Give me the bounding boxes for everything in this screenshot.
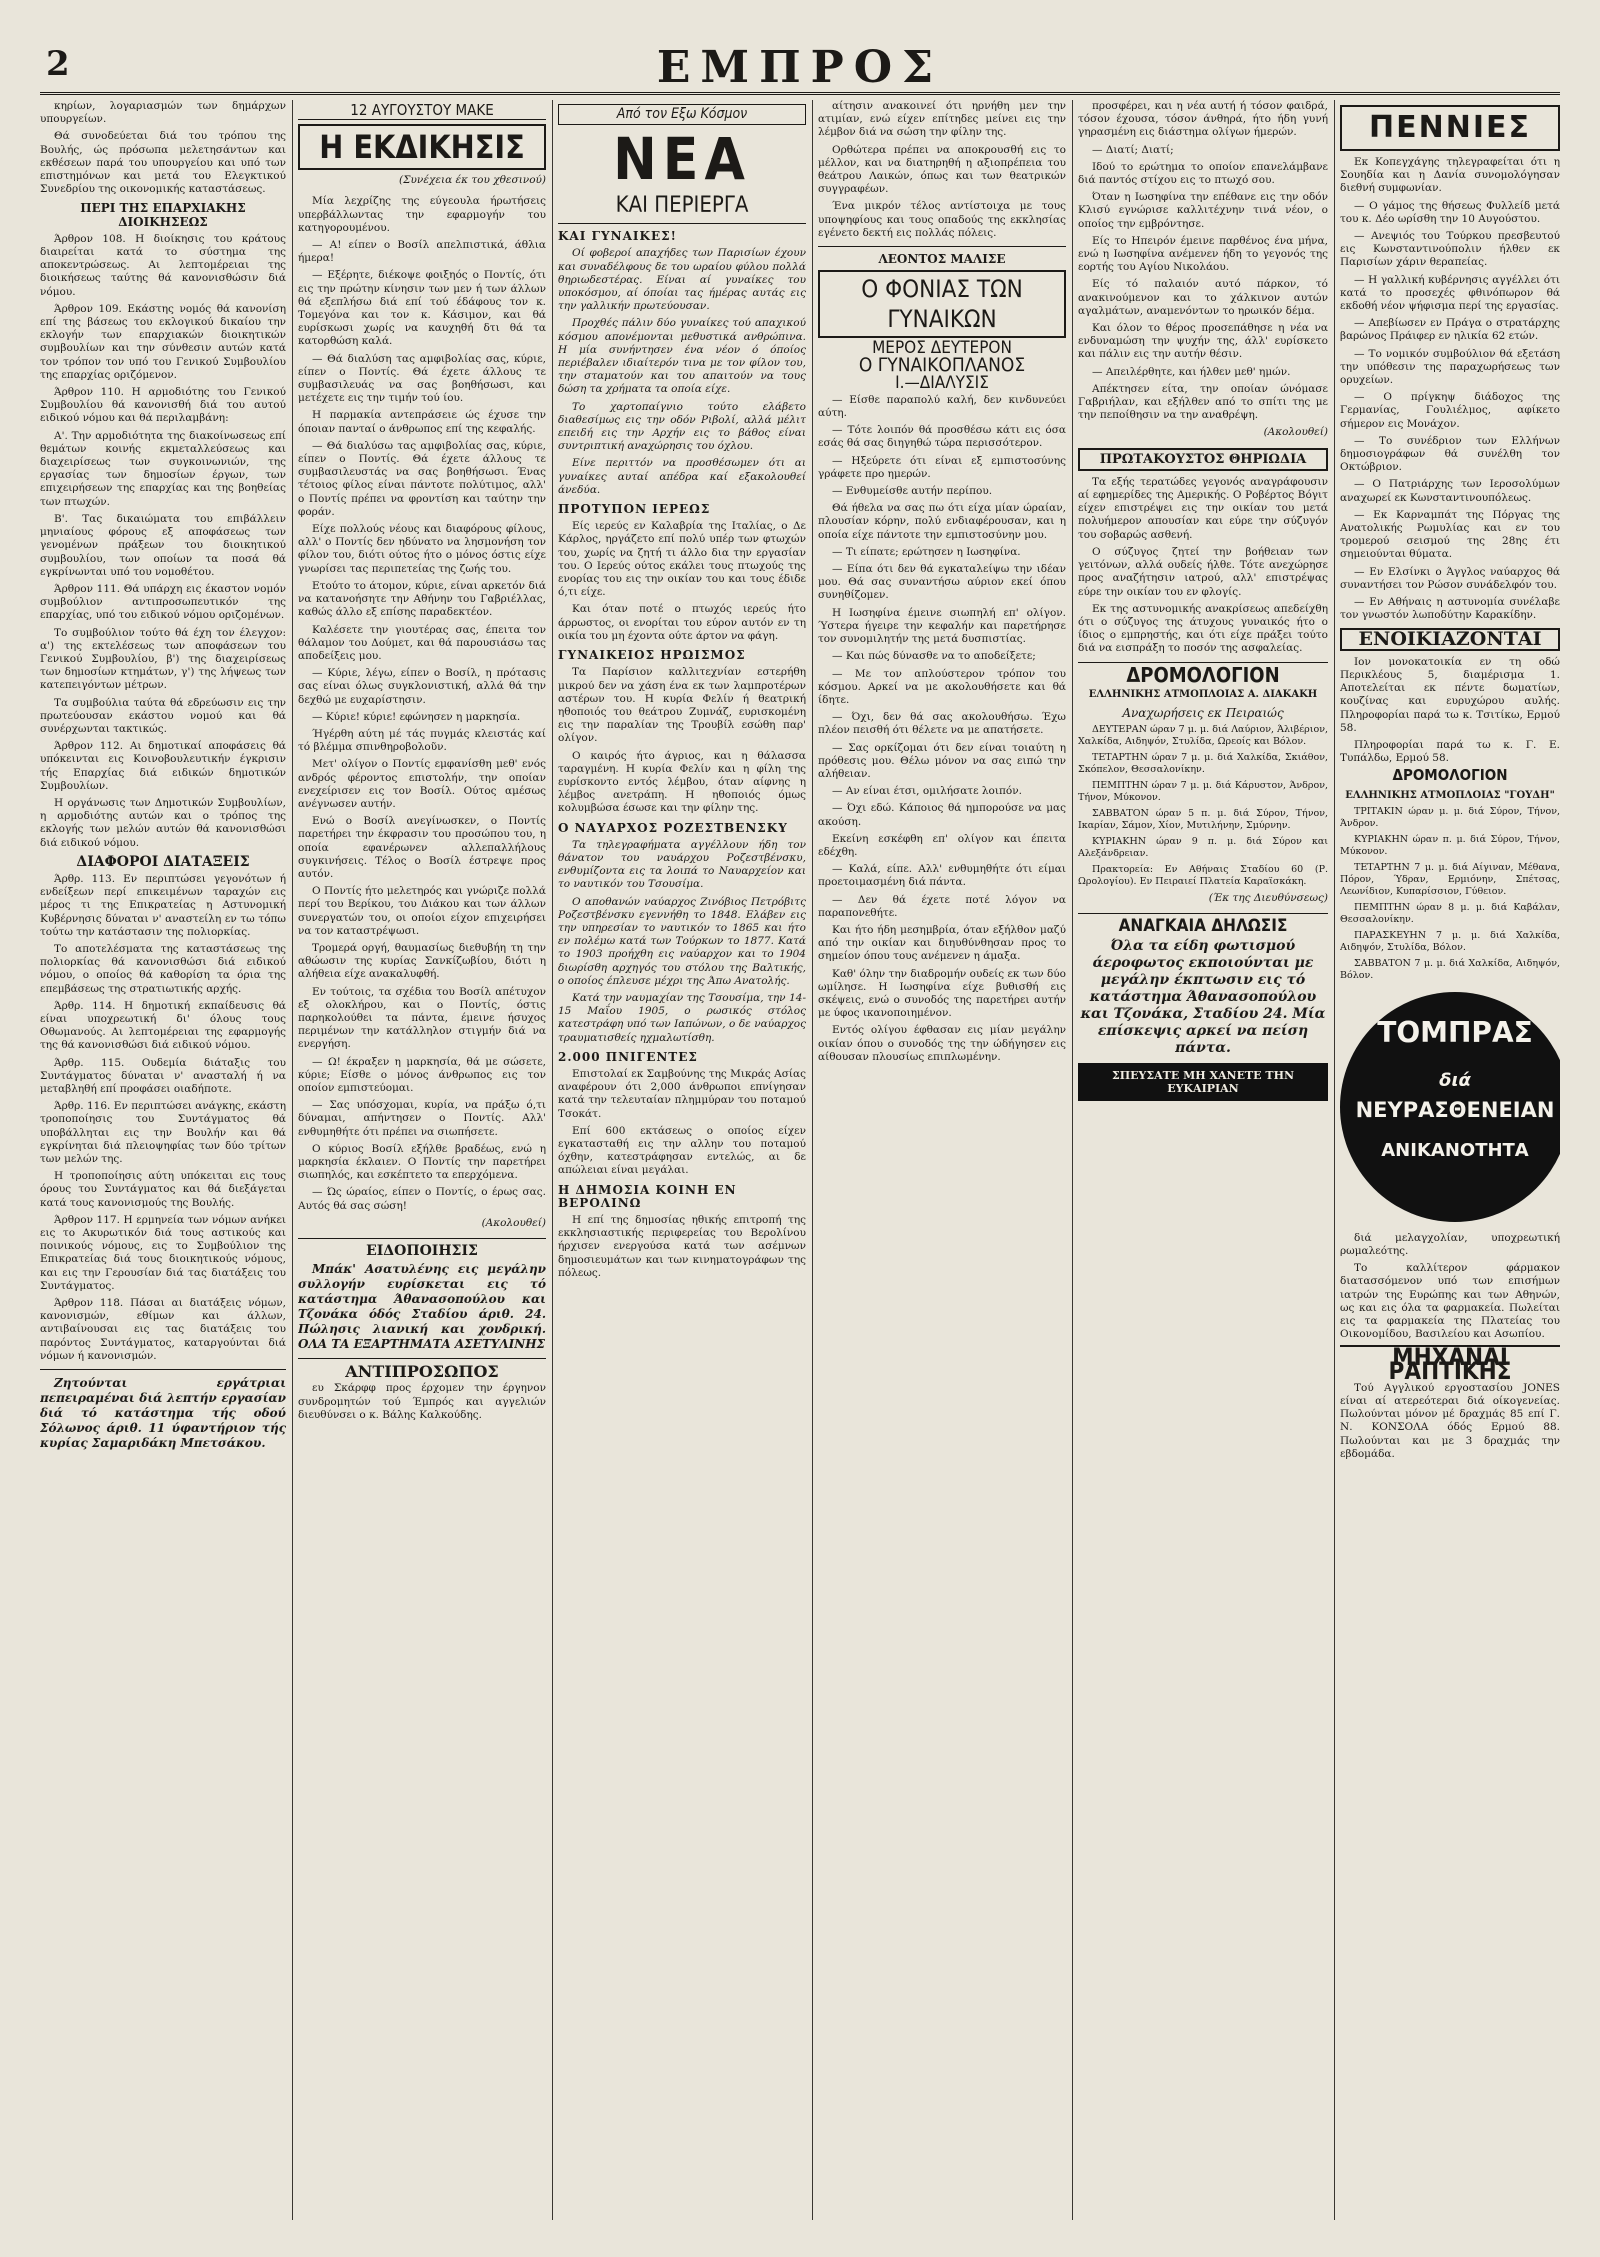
schedule-line: ΔΕΥΤΕΡΑΝ ώραν 7 μ. μ. διά Λαύριον, Άλιβέριον, Χαλκίδα, Αιδηψόν, Στυλίδα, Ωρεοίς και Βόλον.	[1078, 724, 1328, 748]
schedule-line: ΣΑΒΒΑΤΟΝ ώραν 5 π. μ. διά Σύρον, Τήνον, Ικαρίαν, Σάμον, Χίον, Μυτιλήνην, Σμύρνην.	[1078, 808, 1328, 832]
story-paragraph: Ήγέρθη αύτη μέ τάς πυγμάς κλειστάς καί τό βλέμμα σπινθηροβολοῦν.	[298, 727, 546, 754]
story-paragraph: — Ενθυμείσθε αυτήν περίπου.	[832, 485, 993, 498]
story-paragraph: προσφέρει, και η νέα αυτή ή τόσον φαιδρά, τόσον έχουσα, τόσον άνθηρά, ήτο ήδη γυνή γηρασμένη εις διάστημα ολίγων ήμερών.	[1078, 100, 1328, 139]
story-paragraph: — Ηξεύρετε ότι είναι εξ εμπιστοσύνης γράφετε προ ημερών.	[818, 454, 1066, 480]
story-paragraph: — Εξέρητε, διέκοψε φοιξηός ο Ποντίς, ότι εις την πρώτην κίνησιν των μεν ή των άλλων θά εξεπλήσω διά επί τού έδάφους τον κ. Τομεγόνα και τον κ. Κάσιμον, και θά ευρίσκωσι χωρίς να καυχηθή δτι θά τα κατορθώση καλά.	[298, 269, 546, 348]
item-paragraph: Ο καιρός ήτο άγριος, και η θάλασσα ταραγμένη. Η κυρία Φελίν και η φίλη της ευρίσκοντο εντός λέμβου, όταν αίφνης η λέμβος ανετράπη. Η ηθοποιός όμως κολυμβώσα έσωσε και την φίλην της.	[558, 749, 806, 815]
article-paragraph: Θά συνοδεύεται διά του τρόπου της Βουλής, ώς πρόσωπα μελετησάντων και εκθέσεων παρά του υπουργείου και υπό των επιστημόνων και μετά του Ελεγκτικού Συνεδρίου της οικονομικής καταστάσεως.	[40, 130, 286, 196]
story-paragraph: Ενώ ο Βοσίλ ανεγίνωσκεν, ο Ποντίς παρετήρει την έκφρασιν του προσώπου του, η οποία εφανέρωνεν αλλεπαλλήλους συγκινήσεις. Τέλος ο Βοσίλ έστρεψε προς αυτόν.	[298, 815, 546, 880]
story-paragraph: — Και πώς δύνασθε να το αποδείξετε;	[832, 650, 1036, 663]
item-heading: Ο ΝΑΥΑΡΧΟΣ ΡΟΖΕΣΤΒΕΝΣΚΥ	[558, 820, 788, 835]
story-paragraph: Μετ' ολίγον ο Ποντίς εμφανίσθη μεθ' ενός ανδρός φέροντος επιστολήν, την οποίαν ενεχείρισεν εις τον Βοσίλ. Ούτος αμέσως ανέγνωσεν αυτήν.	[298, 758, 546, 810]
item-paragraph: Κατά την ναυμαχίαν της Τσουσίμα, την 14-15 Μαΐου 1905, ο ρωσικός στόλος κατεστράφη υπό των Ιαπώνων, ο δε ναύαρχος τραυματισθείς ηχμαλωτίσθη.	[558, 991, 806, 1044]
ad-word: διά	[1439, 1069, 1471, 1091]
schedule-heading: ΔΡΟΜΟΛΟΓΙΟΝ	[1126, 662, 1280, 687]
article-paragraph: Άρθρον 111. Θά υπάρχη εις έκαστον νομόν συμβούλιον αντιπροσωπευτικόν της επαρχίας, υπό του ειδικού νόμου οριζομένων.	[40, 582, 286, 622]
schedule-line: ΚΥΡΙΑΚΗΝ ώραν π. μ. διά Σύρον, Τήνον, Μύκονον.	[1340, 833, 1560, 857]
item-paragraph: Τα Παρίσιον καλλιτεχνίαν εστερήθη μικρού δεν να χάση ένα εκ των λαμπροτέρων αστέρων του. Η κυρία Φελίν ή θεατρική ηθοποιός του θεάτρου Ζυμνάζ, ευρισκομένη εις την παραλίαν της Τρουβίλ εσώθη παρ' ολίγον.	[558, 666, 806, 745]
item-heading: ΠΡΟΤΥΠΟΝ ΙΕΡΕΩΣ	[558, 502, 711, 517]
schedule-office: Πρακτορεία: Εν Αθήναις Σταδίου 60 (Ρ. Ωρολογίου). Εν Πειραιεί Πλατεία Καραϊσκάκη.	[1078, 864, 1328, 888]
serial-title: Ο ΦΟΝΙΑΣ ΤΩΝ ΓΥΝΑΙΚΩΝ	[818, 270, 1066, 338]
news-paragraph: Ο σύζυγος ζητεί την βοήθειαν των γειτόνων, αλλά ουδείς ήλθε. Τότε ανεχώρησε προς αναζήτησιν ιατρού, αλλ' επιστρέψας εύρε την οικίαν του εν φλογίς.	[1078, 545, 1328, 598]
brief-news-item: — Η γαλλική κυβέρνησις αγγέλλει ότι κατά το προσεχές φθινόπωρον θά εκδοθή νέον ψήφισμα περί της εργασίας.	[1340, 273, 1560, 313]
story-paragraph: Καλέσετε την γιουτέρας σας, έπειτα τον θάλαμον του Δούμετ, και θά παρουσιάσω τας αποδείξεις μου.	[298, 623, 546, 662]
article-paragraph: Άρθρ. 116. Εν περιπτώσει ανάγκης, εκάστη τροποποίησις του Συντάγματος θά υποβάλληται εις την Βουλήν και θά εγκρίνηται διά πλειοψηφίας των δύο τρίτων των μελών της.	[40, 1100, 286, 1166]
story-paragraph: — Σας ορκίζομαι ότι δεν είναι τοιαύτη η πρόθεσις μου. Θέλω μόνον να σας ειπώ την αλήθειαν.	[818, 741, 1066, 780]
schedule-line: ΠΕΜΠΤΗΝ ώραν 7 μ. μ. διά Κάρυστον, Άνδρον, Τήνον, Μύκονον.	[1078, 780, 1328, 804]
brief-news-item: — Ο πρίγκηψ διάδοχος της Γερμανίας, Γουλιέλμος, αφίκετο σήμερον εις Μονάχον.	[1340, 391, 1560, 430]
column-news	[558, 100, 806, 2220]
article-paragraph: Το συμβούλιον τούτο θά έχη τον έλεγχον: α') της εκτελέσεως των αποφάσεων του Γενικού Συμβουλίου, β') της διαχειρίσεως των δημοσίων κτημάτων, γ') της λήψεως των κατεπειγόντων μέτρων.	[40, 626, 286, 692]
story-paragraph: — Όχι εδώ. Κάποιος θά ημπορούσε να μας ακούση.	[818, 802, 1066, 828]
ad-slogan: ΣΠΕΥΣΑΤΕ ΜΗ ΧΑΝΕΤΕ ΤΗΝ ΕΥΚΑΙΡΙΑΝ	[1078, 1063, 1328, 1101]
story-paragraph: Ο Ποντίς ήτο μελετηρός και γνώριζε πολλά περί του Βερίκου, του Διάκου και των άλλων συνεργατών του, οι οποίοι είχον επιχειρήσει να τον καταστρέψωσι.	[298, 885, 546, 937]
article-paragraph: Β'. Τας δικαιώματα του επιβάλλειν μηνιαίους φόρους εξ αποφάσεως των γενομένων πράξεων του διοικητικού συμβουλίου, των οποίων τα ποσά θά εγκρίνωνται υπό του νομοθέτου.	[40, 512, 286, 578]
column-rule	[1072, 100, 1073, 2220]
divider	[298, 1238, 546, 1239]
story-paragraph: — Όχι, δεν θά σας ακολουθήσω. Έχω πλέον πεισθή ότι θέλετε να με απατήσετε.	[818, 711, 1066, 737]
ad-heading: ΜΗΧΑΝΑΙ ΡΑΠΤΙΚΗΣ	[1340, 1345, 1560, 1377]
serial-part: ΜΕΡΟΣ ΔΕΥΤΕΡΟΝ	[872, 338, 1012, 359]
article-paragraph: Άρθρ. 114. Η δημοτική εκπαίδευσις θά είναι υποχρεωτική δι' όλους τους Οθωμανούς. Αι λεπτομέρειαι της εφαρμογής της θά κανονισθώσι διά ειδικού νόμου.	[40, 999, 286, 1052]
page-number: 2	[46, 44, 70, 84]
article-paragraph: κηρίων, λογαριασμών των δημάρχων υπουργείων.	[40, 100, 286, 126]
article-paragraph: Άρθρον 110. Η αρμοδιότης του Γενικού Συμβουλίου θά κανονισθή διά του αυτού ειδικού νόμου και θά περιλαμβάνη:	[40, 386, 286, 425]
ad-text: Όλα τα είδη φωτισμού άεροφωτος εκποιούνται με μεγάλην έκπτωσιν εις τό κατάστημα Άθανασοπούλου και Τζονάκα, Σταδίου 24. Μία επίσκεψις αρκεί να πείση πάντα.	[1080, 937, 1326, 1056]
story-paragraph: Ετούτο το άτομον, κύριε, είναι αρκετόν διά να κατανοήσητε την Αθήνην του Γαβριέλλας, καθώς άλλο εξ επίσης παραδεκτέον.	[298, 579, 546, 619]
continued-note: (Ακολουθεί)	[481, 1216, 546, 1229]
story-paragraph: Εκείνη εσκέφθη επ' ολίγον και έπειτα εδέχθη.	[818, 832, 1066, 858]
serial-subtitle: (Συνέχεια έκ του χθεσινού)	[399, 174, 546, 187]
article-paragraph: Άρθρον 112. Αι δημοτικαί αποφάσεις θά υπόκεινται εις Κοινοβουλευτικήν έγκρισιν τής Επαρχίας διά ειδικών δημοτικών Συμβουλίων.	[40, 740, 286, 792]
notice-heading: ΕΙΔΟΠΟΙΗΣΙΣ	[366, 1243, 478, 1260]
story-paragraph: — Σας υπόσχομαι, κυρία, να πράξω ό,τι δύναμαι, απήντησεν ο Ποντίς. Αλλ' ενθυμηθήτε ότι πρέπει να σιωπήσετε.	[298, 1099, 546, 1138]
story-paragraph: — Ω! έκραξεν η μαρκησία, θά με σώσετε, κύριε; Είσθε ο μόνος άνθρωπος εις τον οποίον εμπιστεύομαι.	[298, 1055, 546, 1094]
brief-news-item: — Ανεψιός του Τούρκου πρεσβευτού εις Κωνσταντινούπολιν ήλθεν εκ Παρισίων χάριν θεραπείας.	[1340, 230, 1560, 269]
story-paragraph: — Καλά, είπε. Αλλ' ενθυμηθήτε ότι είμαι προετοιμασμένη διά πάντα.	[818, 863, 1066, 889]
story-paragraph: Και όλον το θέρος προσεπάθησε η νέα να ενδυναμώση την ψυχήν της, άλλ' ευρίσκετο και πάλιν εις την αυτήν θέσιν.	[1078, 322, 1328, 361]
brief-news-item: — Εκ Καρναμπάτ της Πόργας της Ανατολικής Ρωμυλίας και εν του τρομερού σεισμού της 28ης έτι σημειούνται θύματα.	[1340, 508, 1560, 561]
story-paragraph: Η παρμακία αντεπράσειε ώς έχυσε την όποιαν πανταί ο άνθρωπος επί της κεφαλής.	[298, 409, 546, 435]
story-paragraph: Και ήτο ήδη μεσημβρία, όταν εξήλθον μαζύ από την οικίαν και διηυθύνθησαν προς το σημείον όπου τους ανέμενεν η άμαξα.	[818, 923, 1066, 963]
masthead	[40, 42, 1560, 95]
story-paragraph: — Θά διαλύση τας αμφιβολίας σας, κύριε, είπεν ο Ποντίς. Θά έχετε άλλους τε συμβασιλευάς να σας βοηθήσωσι, και μετέχετε εις την τιμήν τού ίου.	[298, 352, 546, 405]
rent-heading: ΕΝΟΙΚΙΑΖΟΝΤΑΙ	[1340, 628, 1560, 651]
classified-ad: Ζητούνται εργάτριαι πεπειραμέναι διά λεπτήν εργασίαν διά τό κατάστημα τής οδού Σόλωνος άριθ. 11 ύφαντήριον τής κυρίας Σαμαριδάκη Μπετσάκου.	[40, 1376, 286, 1451]
ad-heading: ΑΝΑΓΚΑΙΑ ΔΗΛΩΣΙΣ	[1118, 916, 1288, 937]
article-paragraph: Η οργάνωσις των Δημοτικών Συμβουλίων, η αρμοδιότης αυτών και ο τρόπος της εκλογής των μελών αυτών θά κανονισθώσι διά ειδικού νόμου.	[40, 796, 286, 849]
item-heading: ΚΑΙ ΓΥΝΑΙΚΕΣ!	[558, 229, 677, 244]
story-paragraph: Ιδού το ερώτημα το οποίον επανελάμβανε διά παντός στίχου εις το πτωχό σου.	[1078, 160, 1328, 187]
item-heading: 2.000 ΠΝΙΓΕΝΤΕΣ	[558, 1049, 698, 1064]
ad-paragraph: διά μελαγχολίαν, υποχρεωτική ρωμαλεότης.	[1340, 1231, 1560, 1257]
continued-note: (Ακολουθεί)	[1263, 426, 1328, 439]
story-paragraph: αίτησιν ανακοινεί ότι ηρνήθη μεν την ατιμίαν, ενώ είχεν επίτηδες μείνει εις την λέμβον διά να σώση την φίλην της.	[818, 100, 1066, 139]
brief-news-item: — Ο γάμος της θήσεως Φυλλείδ μετά του κ. Δέο ωρίσθη την 10 Αυγούστου.	[1340, 199, 1560, 225]
story-paragraph: — Τότε λοιπόν θά προσθέσω κάτι εις όσα εσάς θά σας διηγηθώ τώρα περισσότερον.	[818, 424, 1066, 450]
story-paragraph: Εν τούτοις, τα σχέδια του Βοσίλ απέτυχον εξ ολοκλήρου, και ο Ποντίς, όστις παρηκολούθει τα πάντα, έμεινε ήσυχος περιμένων την κατάλληλον στιγμήν διά να ενεργήση.	[298, 985, 546, 1051]
story-paragraph: Είχε πολλούς νέους και διαφόρους φίλους, αλλ' ο Ποντίς δεν ηδύνατο να λησμονήση τον φίλον του, διότι ούτος ήτο ο μόνος όστις είχε γνωρίσει τας περιπετείας της ζωής του.	[298, 523, 546, 575]
item-paragraph: Τα τηλεγραφήματα αγγέλλουν ήδη τον θάνατον του ναυάρχου Ροζεστβένσκυ, ενθυμίζοντα εις τα λοιπά το Ναυαρχείον και το ναυτικόν του Τσουσίμα.	[558, 838, 806, 891]
item-heading: Η ΔΗΜΟΣΙΑ ΚΟΙΝΗ ΕΝ ΒΕΡΟΛΙΝΩ	[558, 1182, 737, 1210]
news-heading: ΠΡΩΤΑΚΟΥΣΤΟΣ ΘΗΡΙΩΔΙΑ	[1078, 448, 1328, 471]
column-serial-fonias	[818, 100, 1066, 2220]
column-rule	[1334, 100, 1335, 2220]
schedule-line: ΣΑΒΒΑΤΟΝ 7 μ. μ. διά Χαλκίδα, Αιδηψόν, Βόλον.	[1340, 957, 1560, 981]
schedule-line: ΤΕΤΑΡΤΗΝ ώραν 7 μ. μ. διά Χαλκίδα, Σκιάθον, Σκόπελον, Θεσσαλονίκην.	[1078, 752, 1328, 776]
agents-heading: ΑΝΤΙΠΡΟΣΩΠΟΣ	[345, 1362, 499, 1382]
item-paragraph: Επιστολαί εκ Σαμβούνης της Μικράς Ασίας αναφέρουν ότι 2,000 άνθρωποι επνίγησαν κατά την τελευταίαν πλημμύραν του ποταμού Τσοκάτ.	[558, 1067, 806, 1120]
article-paragraph: Α'. Την αρμοδιότητα της διακοίνωσεως επί θεμάτων κοινής εκμεταλλεύσεως και διαχειρίσεως των συγκοινωνιών, της εργασίας των δημοσίων έργων, των επιχειρήσεων της επαρχίας και της βοηθείας των πτωχών.	[40, 429, 286, 508]
schedule-line: ΤΡΙΤΑΚΙΝ ώραν μ. μ. διά Σύρον, Τήνον, Άνδρον.	[1340, 805, 1560, 829]
story-paragraph: Ένα μικρόν τέλος αντίστοιχα με τους υποψηφίους και τους οπαδούς της εκκλησίας εγένετο δεκτή εις πολλάς πόλεις.	[818, 200, 1066, 239]
column-constitution	[40, 100, 286, 2220]
story-paragraph: — Θά διαλύσω τας αμφιβολίας σας, κύριε, είπεν ο Ποντίς. Θά έχετε άλλους τε συμβασιλευστάς να σας βοηθήσωσι. Ένας τέτοιος φίλος είναι πάντοτε πολύτιμος, αλλ' ο Ποντίς πρέπει να φροντίση και ταύτην την φοράν.	[298, 439, 546, 518]
column-rule	[292, 100, 293, 2220]
article-paragraph: Άρθρον 117. Η ερμηνεία των νόμων ανήκει εις το Ακυρωτικόν διά τους αστικούς και ποινικούς νόμους, εις το Συμβούλιον της Επικρατείας διά τους διοικητικούς νόμους, και εις την Γερουσίαν διά τας διατάξεις του Συντάγματος.	[40, 1213, 286, 1292]
article-paragraph: Άρθρ. 113. Εν περιπτώσει γεγονότων ή ενδείξεων περί επικειμένων ταραχών εις μέρος τι της Επικρατείας η Αστυνομική Κυβέρνησις δύναται ν' αναστείλη εν τω τόπω τούτω την κατάστασιν της πολιορκίας.	[40, 872, 286, 938]
brief-news-item: — Απεβίωσεν εν Πράγα ο στρατάρχης βαρώνος Πράιφερ εν ηλικία 62 ετών.	[1340, 317, 1560, 343]
brief-news-heading: ΠΕΝΝΙΕΣ	[1340, 105, 1560, 151]
author-name: ΛΕΟΝΤΟΣ ΜΑΛΙΣΕ	[878, 252, 1006, 267]
schedule-line: ΚΥΡΙΑΚΗΝ ώραν 9 π. μ. διά Σύρον και Αλεξάνδρειαν.	[1078, 836, 1328, 860]
article-paragraph: Άρθρον 108. Η διοίκησις του κράτους διαιρείται κατά το σύστημα της αποκεντρώσεως. Αι λεπτομέρειαι της διοικήσεως ταύτης θά κανονισθώσιν διά νόμου.	[40, 232, 286, 298]
news-subtitle: ΚΑΙ ΠΕΡΙΕΡΓΑ	[558, 193, 806, 224]
schedule-heading: ΔΡΟΜΟΛΟΓΙΟΝ	[1392, 766, 1508, 785]
story-paragraph: Μία λεχρίζης της εύγεουλα ήρωτήσεις υπερβάλλωντας την εφαρμογήν του κατηγορουμένου.	[298, 195, 546, 234]
schedule-line: ΠΑΡΑΣΚΕΥΗΝ 7 μ. μ. διά Χαλκίδα, Αιδηψόν, Στυλίδα, Βόλον.	[1340, 929, 1560, 953]
story-paragraph: — Τι είπατε; ερώτησεν η Ιωσηφίνα.	[832, 545, 1021, 558]
story-paragraph: — Διατί; Διατί;	[1092, 143, 1174, 156]
serial-subtitle: Ο ΓΥΝΑΙΚΟΠΛΑΝΟΣ	[858, 354, 1026, 377]
ad-paragraph: Το καλλίτερον φάρμακον διατασσόμενον υπό των επισήμων ιατρών της Ευρώπης και των Αθηνών, ως και εις όλα τα φαρμακεία. Πωλείται εις τα φαρμακεία της Πλατείας του Οικονομίδου, Βασιλείου και Ασωπίου.	[1340, 1262, 1560, 1341]
brief-news-item: — Εν Αθήναις η αστυνομία συνέλαβε τον γνωστόν λωποδύτην Καρακίδην.	[1340, 596, 1560, 622]
story-paragraph: — Κύριε! κύριε! εφώνησεν η μαρκησία.	[312, 710, 521, 723]
article-paragraph: Άρθρον 109. Εκάστης νομός θά κανονίση επί της βάσεως του εκλογικού δικαίου την εκλογήν των επαρχιακών διοικητικών συμβουλίων και την σύνθεσιν αυτών κατά τον τρόπον τον υπό του Γενικού Συμβουλίου της επαρχίας οριζόμενον.	[40, 302, 286, 381]
dateline: 12 ΑΥΓΟΥΣΤΟΥ ΜΑΚΕ	[298, 104, 546, 120]
serial-title: Η ΕΚΔΙΚΗΣΙΣ	[298, 124, 546, 170]
notice-text: Μπάκ' Ασατυλένης εις μεγάλην συλλογήν ευρίσκεται εις τό κατάστημα Άθανασοπούλου και Τζονάκα όδός Σταδίου άριθ. 24. Πώλησις λιανική και χονδρική. ΟΛΑ ΤΑ ΕΞΑΡΤΗΜΑΤΑ ΑΣΕΤΥΛΙΝΗΣ	[298, 1262, 546, 1352]
item-paragraph: Είς ιερεύς εν Καλαβρία της Ιταλίας, ο Δε Κάρλος, ηργάζετο επί πολύ υπέρ των φτωχών του, χωρίς να ζητή τι άλλο δια την εργασίαν του. Ο Ιερεύς ούτος εκάλει τους πτωχούς της ενορίας του εις την οικίαν του και τους έδιδε ό,τι είχε.	[558, 520, 806, 599]
item-paragraph: Και όταν ποτέ ο πτωχός ιερεύς ήτο άρρωστος, οι ενορίται του εύρον αυτόν εν τη οικία του μη έχοντα ούτε άρτον να φάγη.	[558, 603, 806, 642]
story-paragraph: Τρομερά οργή, θαυμασίως διεθυβήη τη την αθώωσιν της κυρίας Σανκίζωβίου, διότι η αλήθεια είχε ανακαλυφθή.	[298, 941, 546, 981]
ad-paragraph: Τού Αγγλικού εργοστασίου JONES είναι αί ατερεότεραι διά οίκογενείας. Πωλούνται μόνον μέ δραχμάς 85 επί Γ. Ν. ΚΟΝΣΟΛΑ όδός Ερμού 88. Πωλούνται και με 3 δραχμάς την εβδομάδα.	[1340, 1381, 1560, 1460]
story-paragraph: Είς τό παλαιόν αυτό πάρκον, τό ανακινούμενον και το χάλκινον αυτών αγαλμάτων, αναμενόντων το ηρωικόν δέμα.	[1078, 278, 1328, 317]
kicker: Από τον Εξω Κόσμον	[558, 104, 806, 125]
newspaper-title: ΕΜΠΡΟΣ	[656, 42, 944, 93]
story-paragraph: — Αν είναι έτσι, ομιλήσατε λοιπόν.	[832, 785, 1022, 798]
schedule-company: ΕΛΛΗΝΙΚΗΣ ΑΤΜΟΠΛΟΙΑΣ "ΓΟΥΔΗ"	[1345, 789, 1555, 801]
story-paragraph: — Απειλέρθητε, και ήλθεν μεθ' ημών.	[1092, 365, 1291, 378]
item-paragraph: Είνε περιττόν να προσθέσωμεν ότι αι γυναίκες αυταί απέδρα καί εξακολουθεί άνεδύα.	[558, 457, 806, 496]
brief-news-item: — Το νομικόν συμβούλιον θά εξετάση την υπόθεσιν της παραχωρήσεως των ορυχείων.	[1340, 347, 1560, 387]
column-misc	[1078, 100, 1328, 2220]
item-paragraph: Προχθές πάλιν δύο γυναίκες τού απαχικού κόσμου απονέμονται μεθυστικά ανθρώπινα. Η μία συνήντησεν ένα νέον ό όποίος περιέβαλεν ιδιαίτερόν τινα με τον φίλον του, την σταματούν και του απαιτούν να τους δώση τα χρήματα τα οποία είχε.	[558, 317, 806, 396]
story-paragraph: Εντός ολίγου έφθασαν εις μίαν μεγάλην οικίαν όπου ο συνοδός της την ώδήγησεν εις αίθουσαν πλουσίως επιπλωμένην.	[818, 1024, 1066, 1063]
item-paragraph: Οί φοβεροί απαχήδες των Παρισίων έχουν και συναδέλφους δε του ωραίου φύλου πολλά θηριωδεστέρας. Είναι αί γυναίκες του υποκόσμου, αί όποίαι τας ήμέρας αυτάς εις την γαλλικήν πρωτεύουσαν.	[558, 247, 806, 313]
article-paragraph: Το αποτελέσματα της καταστάσεως της πολιορκίας θά κανονισθώσι διά ειδικού νόμου, ο οποίος θά καθορίση τα όρια της επεμβάσεως της στρατιωτικής αρχής.	[40, 942, 286, 995]
news-title: ΝΕΑ	[613, 125, 751, 194]
item-paragraph: Η επί της δημοσίας ηθικής επιτροπή της εκκλησιαστικής περιφερείας του Βερολίνου ήρχισεν ενεργούσα κατά των ασέμνων δημοσιευμάτων και των κινηματογράφων της πόλεως.	[558, 1214, 806, 1279]
story-paragraph: — Είσθε παραπολύ καλή, δεν κινδυνεύει αύτη.	[818, 393, 1066, 420]
news-paragraph: Εκ της αστυνομικής ανακρίσεως απεδείχθη ότι ο σύζυγος της άτυχους γυναικός ήτο ο ίδιος ο εμπρηστής, και ότι είχε πράξει τούτο διά να εισπράξη το ποσόν της ασφαλείας.	[1078, 602, 1328, 655]
item-paragraph: Το χαρτοπαίγνιο τούτο ελάβετο διαθεσίμως εις την οδόν Ριβολί, αλλά μέλιτ επειδή εις την Αρχήν εις το βάθος είναι συντριπτική αναχώρησις του όχλου.	[558, 400, 806, 453]
column-ads	[1340, 100, 1560, 2220]
article-paragraph: Άρθρ. 115. Ουδεμία διάταξις του Συντάγματος δύναται ν' ανασταλή ή να μεταβληθή επί προφάσει οιαδήποτε.	[40, 1056, 286, 1096]
chapter-title: I.—ΔΙΑΛΥΣΙΣ	[895, 372, 989, 393]
divider	[298, 1358, 546, 1359]
story-paragraph: Είς το Ηπειρόν έμεινε παρθένος ένα μήνα, ενώ η Ιωσηφίνα ανέμενεν ήδη το γεγονός της εορτής του Αγίου Νικολάου.	[1078, 234, 1328, 274]
brief-news-item: — Το συνέδριον των Ελλήνων δημοσιογράφων θά συνέλθη τον Οκτώβριον.	[1340, 434, 1560, 474]
schedule-line: ΠΕΜΠΤΗΝ ώραν 8 μ. μ. διά Καβάλαν, Θεσσαλονίκην.	[1340, 901, 1560, 925]
schedule-company: ΕΛΛΗΝΙΚΗΣ ΑΤΜΟΠΛΟΙΑΣ Α. ΔΙΑΚΑΚΗ	[1088, 688, 1318, 700]
story-paragraph: — Δεν θά έχετε ποτέ λόγον να παραπονεθήτε.	[818, 893, 1066, 919]
divider	[40, 1369, 286, 1370]
rent-text: Ιον μονοκατοικία εν τη οδώ Περικλέους 5, διαμέρισμα 1. Αποτελείται εκ πέντε δωματίων, κουζίνας και ευρυχώρου αυλής. Πληροφορίαι παρά τω κ. Τσιτίκω, Ερμού 58.	[1340, 655, 1560, 734]
article-paragraph: Τα συμβούλια ταύτα θά εδρεύωσιν εις την πρωτεύουσαν εκάστου νομού και θά συνέρχωνται τακτικώς.	[40, 696, 286, 735]
column-rule	[812, 100, 813, 2220]
story-paragraph: Ο κύριος Βοσίλ εξήλθε βραδέως, ενώ η μαρκησία έκλαιεν. Ο Ποντίς την παρετήρει σιωπηλός, και εσκέπτετο τα επερχόμενα.	[298, 1142, 546, 1182]
item-heading: ΓΥΝΑΙΚΕΙΟΣ ΗΡΩΙΣΜΟΣ	[558, 648, 746, 663]
brief-news-item: — Ο Πατριάρχης των Ιεροσολύμων αναχωρεί εκ Κωνσταντινουπόλεως.	[1340, 478, 1560, 504]
story-paragraph: — Ώς ώραίος, είπεν ο Ποντίς, ο έρως σας. Αυτός θά σας σώση!	[298, 1186, 546, 1212]
item-paragraph: Ο αποθανών ναύαρχος Ζινόβιος Πετρόβιτς Ροζεστβένσκυ εγεννήθη το 1848. Ελάβεν εις την υπηρεσίαν το ναυτικόν το 1865 και ήτο εν πολέμω κατά των Τούρκων το 1877. Κατά το 1903 προήχθη εις ναύαρχον και το 1904 διωρίσθη αρχηγός του στόλου της Βαλτικής, ο οποίος έπλευσε μέχρι της Άπω Ανατολής.	[558, 895, 806, 987]
divider	[1078, 913, 1328, 914]
story-paragraph: — Κύριε, λέγω, είπεν ο Βοσίλ, η πρότασις σας είναι όλως συγκλονιστική, αλλά θά την δεχθώ με ευχαρίστησιν.	[298, 667, 546, 706]
schedule-source: (Έκ της Διευθύνσεως)	[1208, 892, 1328, 905]
schedule-line: ΤΕΤΑΡΤΗΝ 7 μ. μ. διά Αίγιναν, Μέθανα, Πόρον, Ύδραν, Ερμιόνην, Σπέτσας, Λεωνίδιον, Κυπαρίσσιον, Γύθειον.	[1340, 861, 1560, 897]
story-paragraph: Όταν η Ιωσηφίνα την επέθανε εις την οδόν Κλισύ εγνώρισε καλλιτέχνην τινά νέον, ο οποίος την εμβρόντησε.	[1078, 191, 1328, 230]
column-rule	[552, 100, 553, 2220]
rent-contact: Πληροφορίαι παρά τω κ. Γ. Ε. Τυπάλδω, Ερμού 58.	[1340, 738, 1560, 765]
tonic-ad-emblem	[1340, 992, 1560, 1222]
ad-brand: ΤΟΜΠΡΑΣ	[1377, 1015, 1533, 1049]
story-paragraph: Θά ήθελα να σας πω ότι είχα μίαν ώραίαν, πλουσίαν κόρην, πολύ ενδιαφέρουσαν, και η οποία είχε πάντοτε την εμπιστοσύνην μου.	[818, 502, 1066, 541]
column-serial-ekdikisis	[298, 100, 546, 2220]
news-paragraph: Τα εξής τερατώδες γεγονός αναγράφουσιν αί εφημερίδες της Αμερικής. Ο Ροβέρτος Βόγιτ είχεν επιστρέψει εις την οικίαν του μετά πολυήμερον απουσίαν και εύρε την σύζυγόν του σοβαρώς ασθενή.	[1078, 475, 1328, 541]
story-paragraph: — Με τον απλούστερον τρόπον του κόσμου. Αρκεί να με ακολουθήσετε και θά ίδητε.	[818, 667, 1066, 706]
item-paragraph: Επί 600 εκτάσεως ο οποίος είχεν εγκατασταθή εις την αλλην του ποταμού όχθην, κατεστράφησαν εντελώς, αι δε απώλειαι είναι μεγάλαι.	[558, 1124, 806, 1177]
divider	[818, 246, 1066, 247]
ad-condition: ΝΕΥΡΑΣΘΕΝΕΙΑΝ	[1355, 1097, 1555, 1122]
story-paragraph: Απέκτησεν είτα, την οποίαν ώνόμασε Γαβριήλαν, και εξήλθεν από το σπίτι της με την πεποίθησιν να την αναθρέψη.	[1078, 382, 1328, 422]
schedule-intro: Αναχωρήσεις εκ Πειραιώς	[1122, 705, 1284, 720]
section-heading: ΠΕΡΙ ΤΗΣ ΕΠΑΡΧΙΑΚΗΣ ΔΙΟΙΚΗΣΕΩΣ	[80, 201, 246, 229]
section-heading: ΔΙΑΦΟΡΟΙ ΔΙΑΤΑΞΕΙΣ	[76, 853, 250, 870]
brief-news-item: Εκ Κοπεγχάγης τηλεγραφείται ότι η Σουηδία και η Δανία συνομολόγησαν διεθνή συμφωνίαν.	[1340, 156, 1560, 195]
story-paragraph: Η Ιωσηφίνα έμεινε σιωπηλή επ' ολίγον. Ύστερα ήγειρε την κεφαλήν και παρετήρησε τον συνομιλητήν της μετά δυσπιστίας.	[818, 606, 1066, 646]
article-paragraph: Η τροποποίησις αύτη υπόκειται εις τους όρους του Συντάγματος και θά διεξάγεται κατά τους κανονισμούς της Βουλής.	[40, 1170, 286, 1209]
story-paragraph: Καθ' όλην την διαδρομήν ουδείς εκ των δύο ωμίλησε. Η Ιωσηφίνα είχε βυθισθή εις σκέψεις, ενώ ο συνοδός της παρετήρει αυτήν με ύφος ικανοποιημένον.	[818, 967, 1066, 1020]
story-paragraph: — Α! είπεν ο Βοσίλ απελπιστικά, άθλια ήμερα!	[298, 239, 546, 265]
agents-text: ευ Σκάρφφ προς έρχομεν την έργηνον συνδρομητών τού Έμπρός και αγγελιών διευθύνσει ο κ. Βάλης Καλκούδης.	[298, 1382, 546, 1421]
story-paragraph: Ορθώτερα πρέπει να αποκρουσθή εις το μέλλον, και να διατηρηθή η αξιοπρέπεια του θεάτρου Λαικών, όπως και των θεατρικών συγγραφέων.	[818, 143, 1066, 196]
ad-condition: ΑΝΙΚΑΝΟΤΗΤΑ	[1381, 1139, 1529, 1161]
story-paragraph: — Είπα ότι δεν θά εγκαταλείψω την ιδέαν μου. Θά σας συναντήσω αύριον εκεί όπου συνηθίζομεν.	[818, 563, 1066, 602]
brief-news-item: — Εν Ελσίνκι ο Άγγλος ναύαρχος θά συναντήσει τον Ρώσον συνάδελφόν του.	[1340, 565, 1560, 591]
article-paragraph: Άρθρον 118. Πάσαι αι διατάξεις νόμων, κανονισμών, εθίμων και άλλων, αντιβαίνουσαι εις τας διατάξεις του παρόντος Συντάγματος, καταργούνται διά νόμων ή κανονισμών.	[40, 1297, 286, 1362]
